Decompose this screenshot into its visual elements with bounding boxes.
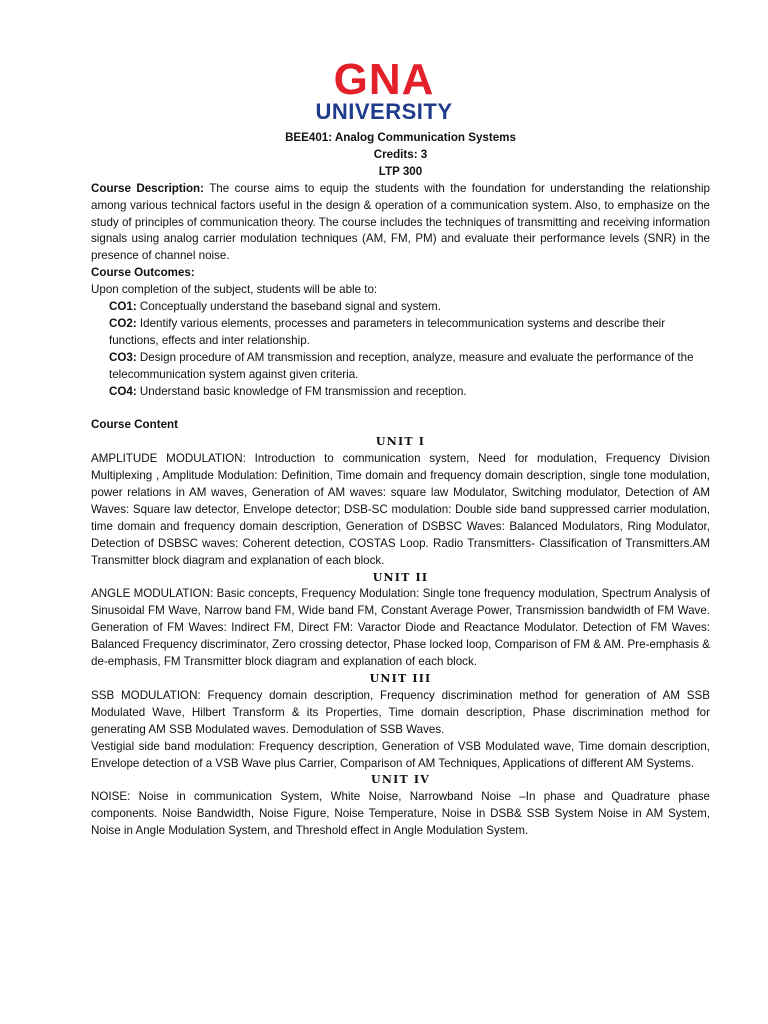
course-outcome-item — [109, 350, 710, 384]
course-description — [91, 181, 710, 266]
logo-gna-text: GNA — [333, 55, 435, 104]
course-outcome-text: Understand basic knowledge of FM transmission and reception. — [136, 384, 467, 398]
course-outcome-item — [109, 299, 710, 316]
course-outcome-code: CO3: — [109, 350, 137, 364]
course-credits: Credits: 3 — [373, 147, 428, 161]
course-outcome-text: Conceptually understand the baseband signal and system. — [136, 300, 441, 314]
course-outcome-item — [109, 384, 710, 401]
spacer — [91, 401, 710, 418]
unit-paragraph: AMPLITUDE MODULATION: Introduction to communication system, Need for modulation, Frequency Division Multiplexing , Amplitude Modulation: Definition, Time domain and frequency domain description, single tone modulation, power relations in AM waves, Generation of AM waves: square law Modulator, Switching modulator, Detection of AM Waves: Square law detector, Envelope detector; DSB-SC modulation: Double side band suppressed carrier modulation, time domain and frequency domain description, Generation of DSBSC Waves: Balanced Modulators, Ring Modulator, Detection of DSBSC waves: Coherent detection, COSTAS Loop. Radio Transmitters- Classification of Transmitters.AM Transmitter block diagram and explanation of each block. — [91, 452, 710, 567]
course-description-text: The course aims to equip the students with the foundation for understanding the relationship among various technical factors useful in the design & operation of a communication system. Also, to emphasize on the study of principles of communication theory. The course includes the techniques of transmitting and receiving information signals using analog carrier modulation techniques (AM, FM, PM) and evaluate their performance levels (SNR) in the presence of channel noise. — [91, 181, 711, 263]
logo-university-text: UNIVERSITY — [315, 99, 453, 124]
unit-heading: UNIT I — [375, 435, 426, 449]
course-content-heading: Course Content — [91, 418, 178, 432]
unit-heading: UNIT IV — [371, 773, 430, 787]
course-ltp: LTP 300 — [378, 164, 423, 178]
document-content — [91, 130, 710, 840]
unit-paragraph: Vestigial side band modulation: Frequency description, Generation of VSB Modulated wave, Time domain description, Envelope detection of a VSB Wave plus Carrier, Comparison of AM Techniques, Applications of different AM Systems. — [91, 739, 710, 770]
course-outcome-text: Design procedure of AM transmission and reception, analyze, measure and evaluate the performance of the telecommunication system against given criteria. — [109, 350, 694, 381]
course-outcome-text: Identify various elements, processes and parameters in telecommunication systems and describe their functions, effects and inter relationship. — [109, 316, 666, 347]
course-outcome-code: CO2: — [109, 316, 137, 330]
course-outcomes-intro: Upon completion of the subject, students will be able to: — [91, 283, 378, 297]
unit-heading: UNIT III — [369, 671, 432, 685]
university-logo — [0, 55, 768, 124]
course-description-label: Course Description: — [91, 181, 204, 195]
course-title: BEE401: Analog Communication Systems — [285, 131, 516, 144]
unit-heading: UNIT II — [372, 570, 429, 584]
unit-paragraph: ANGLE MODULATION: Basic concepts, Frequency Modulation: Single tone frequency modulation, Spectrum Analysis of Sinusoidal FM Wave, Narrow band FM, Wide band FM, Constant Average Power, Transmission bandwidth of FM Wave. Generation of FM Waves: Indirect FM, Direct FM: Varactor Diode and Reactance Modulator. Detection of FM Waves: Balanced Frequency discriminator, Zero crossing detector, Phase locked loop, Comparison of FM & AM. Pre-emphasis & de-emphasis, FM Transmitter block diagram and explanation of each block. — [91, 587, 710, 669]
unit-paragraph: NOISE: Noise in communication System, White Noise, Narrowband Noise –In phase and Quadrature phase components. Noise Bandwidth, Noise Figure, Noise Temperature, Noise in DSB& SSB System Noise in AM System, Noise in Angle Modulation System, and Threshold effect in Angle Modulation System. — [91, 790, 710, 838]
course-outcome-item — [109, 316, 710, 350]
unit-paragraph: SSB MODULATION: Frequency domain description, Frequency discrimination method for generation of AM SSB Modulated Wave, Hilbert Transform & its Properties, Time domain description, Phase discrimination method for generating AM SSB Modulated waves. Demodulation of SSB Waves. — [91, 688, 710, 736]
course-outcome-code: CO4: — [109, 384, 137, 398]
course-outcome-code: CO1: — [109, 300, 137, 314]
course-outcomes-heading: Course Outcomes: — [91, 266, 195, 280]
